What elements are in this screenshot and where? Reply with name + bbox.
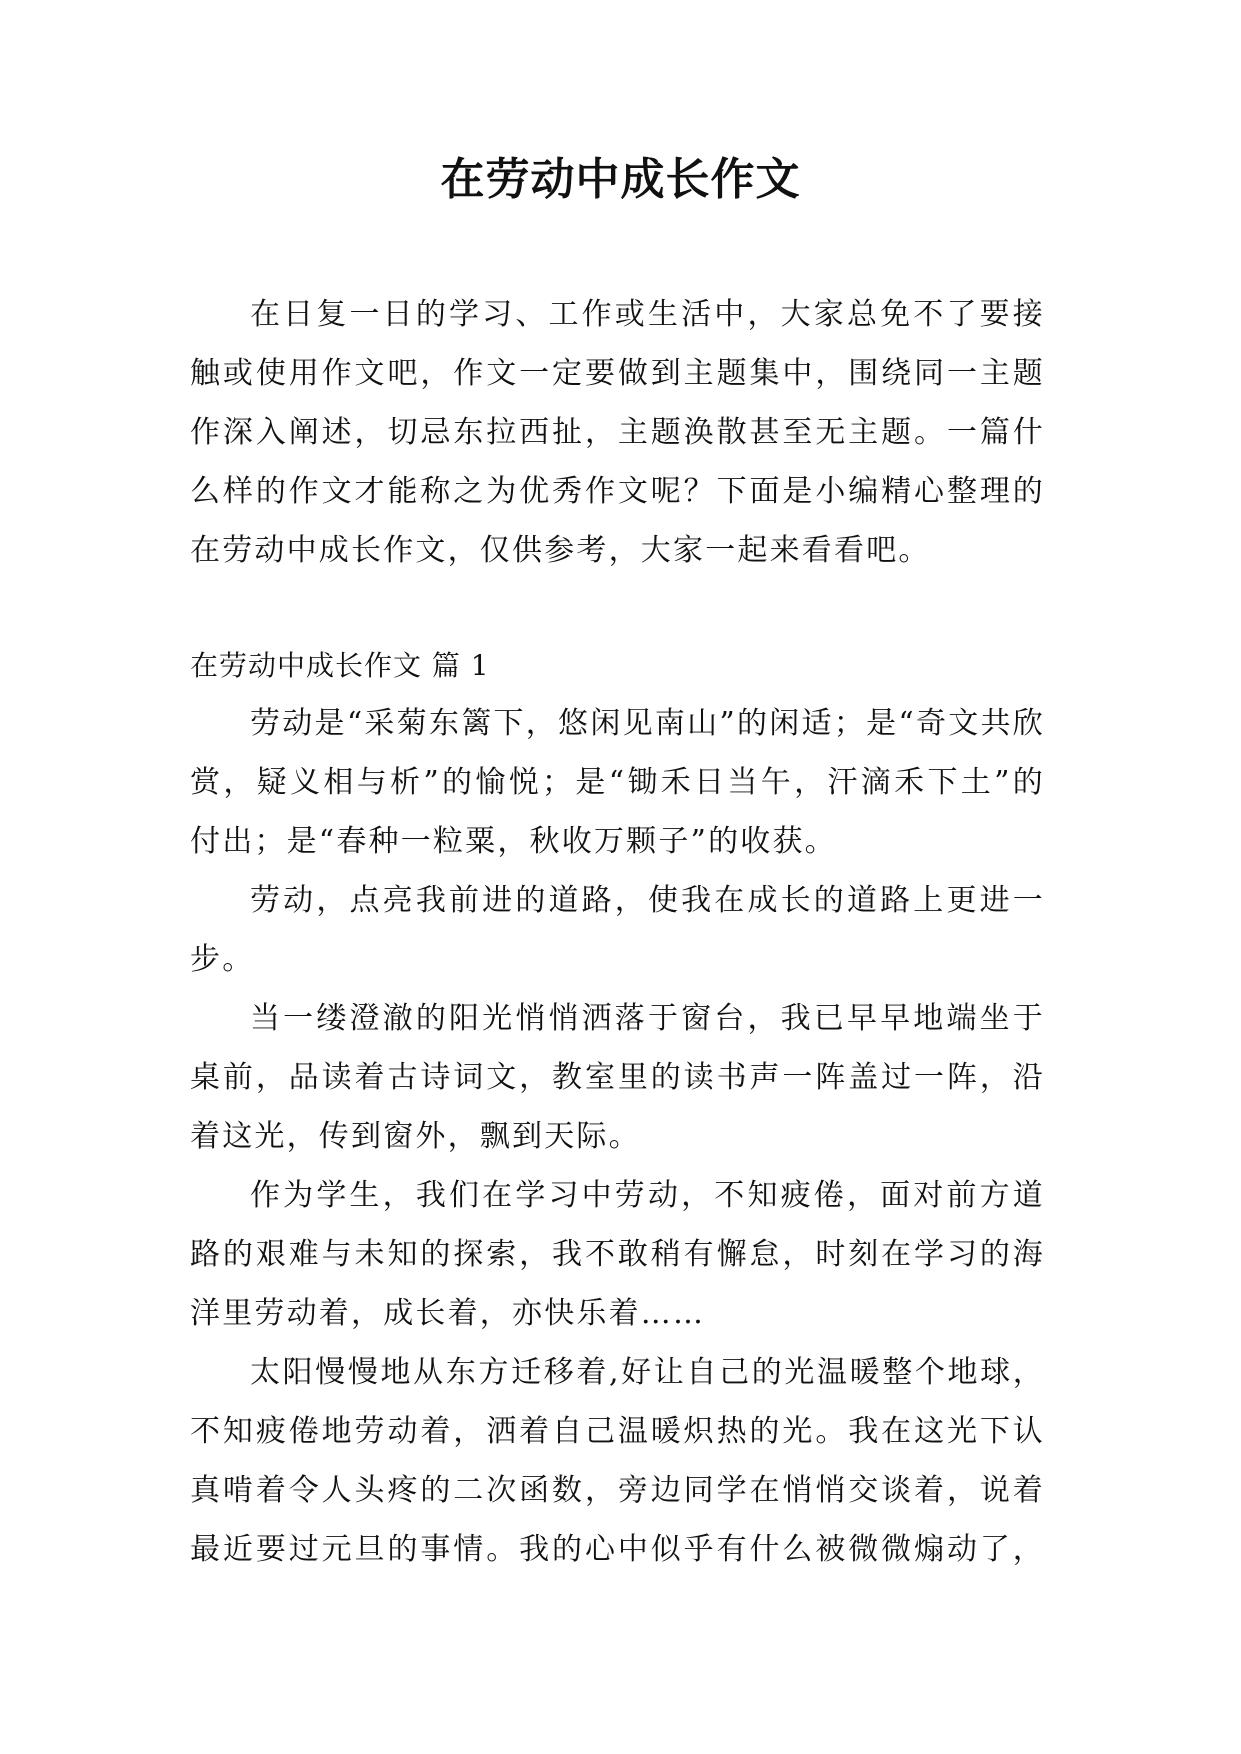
body-paragraph: 劳动是“采菊东篱下，悠闲见南山”的闲适；是“奇文共欣赏，疑义相与析”的愉悦；是“锄禾日当午，汗滴禾下土”的付出；是“春种一粒粟，秋收万颗子”的收获。 — [190, 706, 1045, 859]
body-paragraph: 太阳慢慢地从东方迁移着,好让自己的光温暖整个地球，不知疲倦地劳动着，洒着自己温暖炽热的光。我在这光下认真啃着令人头疼的二次函数，旁边同学在悄悄交谈着，说着最近要过元旦的事情。我的心中似乎有什么被微微煽动了， — [190, 1355, 1045, 1567]
section-heading: 在劳动中成长作文 篇 1 — [190, 649, 490, 682]
body-paragraph: 当一缕澄澈的阳光悄悄洒落于窗台，我已早早地端坐于桌前，品读着古诗词文，教室里的读书声一阵盖过一阵，沿着这光，传到窗外，飘到天际。 — [190, 1001, 1045, 1154]
document-title: 在劳动中成长作文 — [440, 154, 801, 205]
document-body — [190, 285, 1045, 1579]
body-paragraph: 作为学生，我们在学习中劳动，不知疲倦，面对前方道路的艰难与未知的探索，我不敢稍有懈怠，时刻在学习的海洋里劳动着，成长着，亦快乐着…… — [190, 1178, 1045, 1331]
body-paragraph: 劳动，点亮我前进的道路，使我在成长的道路上更进一步。 — [190, 883, 1045, 977]
intro-paragraph: 在日复一日的学习、工作或生活中，大家总免不了要接触或使用作文吧，作文一定要做到主题集中，围绕同一主题作深入阐述，切忌东拉西扯，主题涣散甚至无主题。一篇什么样的作文才能称之为优秀作文呢？下面是小编精心整理的在劳动中成长作文，仅供参考，大家一起来看看吧。 — [190, 297, 1045, 568]
